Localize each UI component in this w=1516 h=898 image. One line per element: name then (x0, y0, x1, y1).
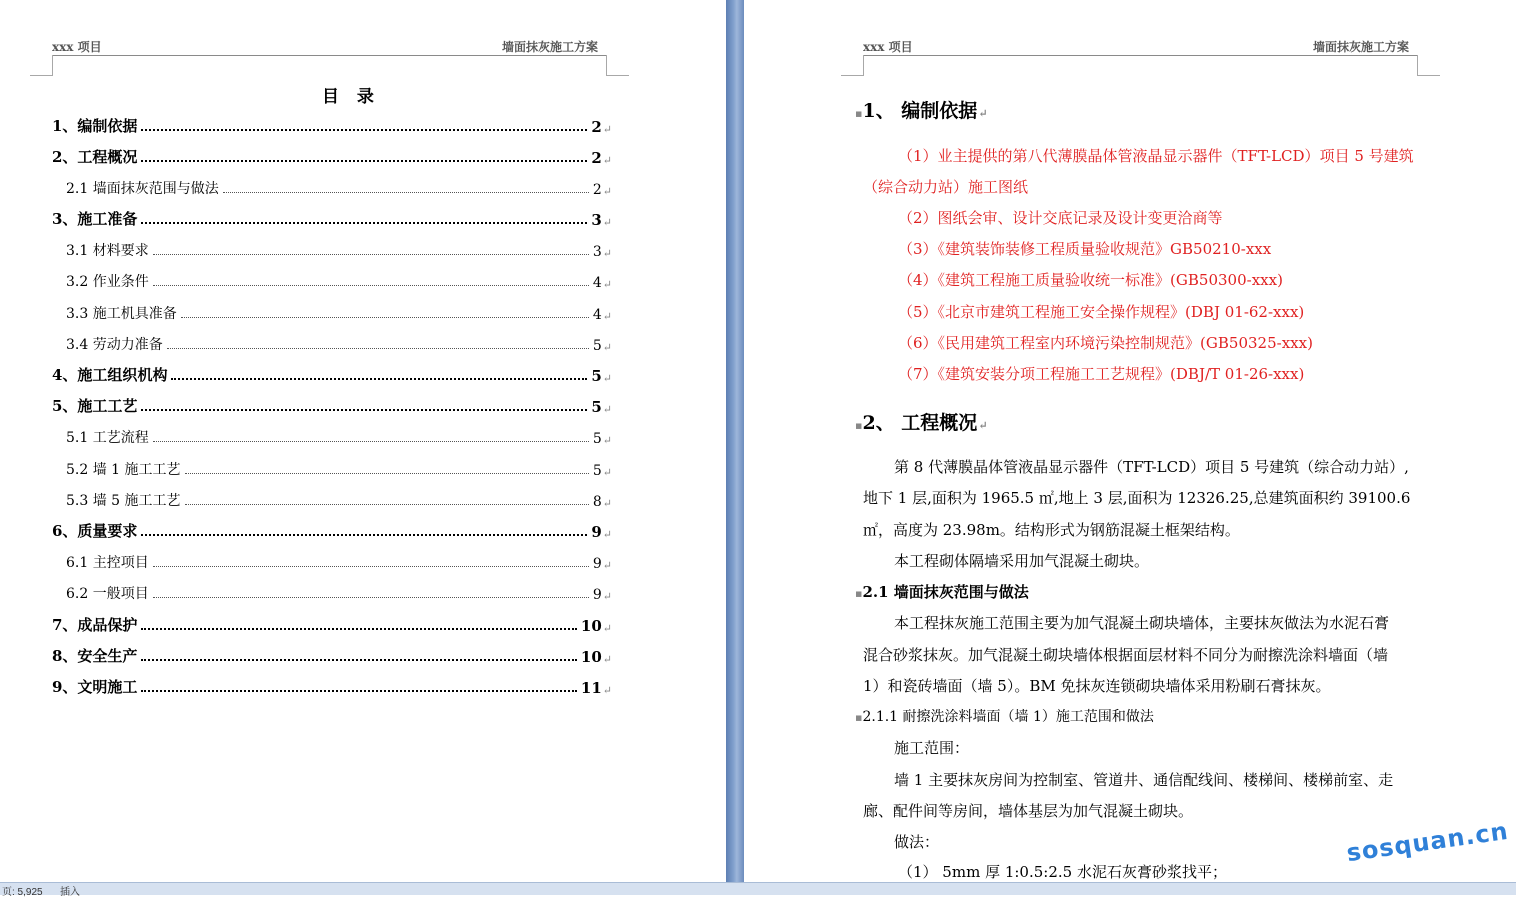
paragraph-mark: ↵ (602, 185, 612, 198)
toc-entry[interactable] (66, 550, 612, 572)
paragraph-mark: ↵ (602, 622, 612, 635)
toc-leader-dots (153, 441, 589, 442)
toc-leader-dots (141, 129, 587, 131)
toc-entry-page: 4 (592, 307, 602, 323)
paragraph-mark: ↵ (602, 559, 612, 572)
wall1-line-1: 墙 1 主要抹灰房间为控制室、管道井、通信配线间、楼梯间、楼梯前室、走 (894, 771, 1394, 789)
toc-entry-title: 2、工程概况 (52, 148, 138, 166)
toc-entry-title: 6.2 一般项目 (66, 586, 149, 602)
scope-label: 施工范围： (894, 739, 970, 757)
paragraph-mark: ↵ (602, 154, 612, 167)
header-right: 墙面抹灰施工方案 (1313, 40, 1410, 54)
status-page-info: 页: 5,925 (2, 887, 43, 898)
toc-entry-page: 10 (580, 648, 602, 666)
status-insert-mode[interactable]: 插入 (60, 887, 80, 898)
margin-corner-tl (841, 55, 864, 76)
toc-entry-title: 3.3 施工机具准备 (66, 306, 177, 322)
toc-entry-title: 2.1 墙面抹灰范围与做法 (66, 181, 219, 197)
section-2-heading: ▪2、 工程概况↵ (855, 412, 988, 434)
toc-leader-dots (141, 534, 587, 536)
toc-entry-title: 8、安全生产 (52, 647, 138, 665)
toc-leader-dots (141, 659, 576, 661)
toc-leader-dots (153, 597, 589, 598)
paragraph-mark: ↵ (602, 403, 612, 416)
toc-entry-title: 3.4 劳动力准备 (66, 337, 163, 353)
toc-leader-dots (171, 378, 587, 380)
paragraph-mark: ↵ (602, 216, 612, 229)
right-page (744, 0, 1516, 882)
status-bar (0, 882, 1516, 898)
toc-leader-dots (167, 348, 589, 349)
toc-entry[interactable] (66, 176, 612, 198)
toc-entry[interactable] (52, 613, 612, 635)
toc-entry-title: 5.2 墙 1 施工工艺 (66, 462, 181, 478)
toc-entry-title: 6.1 主控项目 (66, 555, 149, 571)
toc-entry-page: 5 (591, 398, 602, 416)
paragraph-mark: ↵ (602, 123, 612, 136)
toc-entry[interactable] (66, 269, 612, 291)
paragraph-mark: ↵ (602, 310, 612, 323)
basis-line-4: （4）《建筑工程施工质量验收统一标准》(GB50300-xxx) (898, 271, 1283, 289)
toc-title: 目 录 (322, 87, 380, 107)
toc-leader-dots (223, 192, 589, 193)
paragraph-mark: ↵ (602, 653, 612, 666)
toc-entry[interactable] (52, 519, 612, 541)
overview-line-1: 第 8 代薄膜晶体管液晶显示器件（TFT-LCD）项目 5 号建筑（综合动力站）, (894, 458, 1409, 476)
paragraph-mark: ↵ (602, 590, 612, 603)
basis-line-5: （5）《北京市建筑工程施工安全操作规程》(DBJ 01-62-xxx) (898, 303, 1305, 321)
toc-entry-page: 3 (591, 211, 602, 229)
toc-entry-title: 5.1 工艺流程 (66, 430, 149, 446)
toc-entry[interactable] (52, 363, 612, 385)
basis-line-1: （1）业主提供的第八代薄膜晶体管液晶显示器件（TFT-LCD）项目 5 号建筑 (898, 147, 1414, 165)
toc-entry[interactable] (52, 675, 612, 697)
toc-leader-dots (185, 473, 589, 474)
toc-entry-title: 5.3 墙 5 施工工艺 (66, 493, 181, 509)
toc-entry-title: 9、文明施工 (52, 678, 138, 696)
toc-entry-page: 9 (591, 523, 602, 541)
toc-entry-page: 4 (592, 275, 602, 291)
toc-entry-title: 4、施工组织机构 (52, 366, 168, 384)
margin-corner-tr (1417, 55, 1440, 76)
toc-leader-dots (153, 566, 589, 567)
toc-entry[interactable] (66, 581, 612, 603)
page-gap (726, 0, 744, 882)
toc-entry[interactable] (66, 332, 612, 354)
toc-entry-title: 7、成品保护 (52, 616, 138, 634)
toc-entry-page: 9 (592, 587, 602, 603)
basis-line-2: （2）图纸会审、设计交底记录及设计变更洽商等 (898, 209, 1223, 227)
margin-corner-tl (30, 55, 53, 76)
basis-line-6: （6）《民用建筑工程室内环境污染控制规范》(GB50325-xxx) (898, 334, 1313, 352)
toc-entry-page: 5 (592, 338, 602, 354)
toc-entry-title: 5、施工工艺 (52, 397, 138, 415)
watermark-logo: sosquan.cn (1344, 816, 1511, 868)
toc-leader-dots (141, 160, 587, 162)
section-1-heading: ▪1、 编制依据↵ (855, 100, 988, 122)
paragraph-mark: ↵ (602, 278, 612, 291)
toc-entry[interactable] (66, 488, 612, 510)
toc-entry[interactable] (52, 145, 612, 167)
toc-leader-dots (141, 409, 587, 411)
toc-entry[interactable] (52, 114, 612, 136)
paragraph-mark: ↵ (602, 466, 612, 479)
toc-entry-page: 8 (592, 494, 602, 510)
margin-corner-tr (606, 55, 629, 76)
toc-entry-page: 2 (592, 182, 602, 198)
toc-entry-page: 5 (592, 431, 602, 447)
header-left: xxx 项目 (863, 40, 913, 54)
toc-entry-title: 3.2 作业条件 (66, 274, 149, 290)
section-2-1-heading: ▪2.1 墙面抹灰范围与做法 (855, 583, 1029, 601)
header-rule (863, 55, 1417, 56)
toc-entry-page: 5 (592, 463, 602, 479)
overview-line-4: 本工程砌体隔墙采用加气混凝土砌块。 (894, 552, 1150, 570)
toc-entry-title: 3.1 材料要求 (66, 243, 149, 259)
toc-leader-dots (181, 317, 589, 318)
scope-line-1: 本工程抹灰施工范围主要为加气混凝土砌块墙体，主要抹灰做法为水泥石膏 (894, 614, 1390, 632)
header-left: xxx 项目 (52, 40, 102, 54)
header-right: 墙面抹灰施工方案 (502, 40, 599, 54)
basis-line-7: （7）《建筑安装分项工程施工工艺规程》(DBJ/T 01-26-xxx) (898, 365, 1305, 383)
toc-entry-page: 3 (592, 244, 602, 260)
paragraph-mark: ↵ (602, 497, 612, 510)
paragraph-mark: ↵ (602, 434, 612, 447)
toc-leader-dots (141, 628, 576, 630)
toc-entry-page: 2 (591, 118, 602, 136)
toc-entry-page: 10 (580, 617, 602, 635)
paragraph-mark: ↵ (602, 684, 612, 697)
paragraph-mark: ↵ (602, 247, 612, 260)
toc-entry-page: 11 (580, 679, 602, 697)
method-line-1: （1） 5mm 厚 1:0.5:2.5 水泥石灰膏砂浆找平； (898, 863, 1227, 881)
paragraph-mark: ↵ (602, 372, 612, 385)
toc-entry[interactable] (66, 238, 612, 260)
paragraph-mark: ↵ (602, 341, 612, 354)
overview-line-2: 地下 1 层,面积为 1965.5 ㎡,地上 3 层,面积为 12326.25,总建筑面积约 39100.6 (863, 489, 1411, 507)
toc-entry[interactable] (52, 394, 612, 416)
overview-line-3: ㎡，高度为 23.98m。结构形式为钢筋混凝土框架结构。 (863, 521, 1240, 539)
toc-entry-title: 3、施工准备 (52, 210, 138, 228)
basis-line-3: （3）《建筑装饰装修工程质量验收规范》GB50210-xxx (898, 240, 1272, 258)
left-page (0, 0, 726, 882)
toc-entry[interactable] (66, 425, 612, 447)
toc-leader-dots (153, 254, 589, 255)
method-label: 做法： (894, 833, 940, 851)
scope-line-2: 混合砂浆抹灰。加气混凝土砌块墙体根据面层材料不同分为耐擦洗涂料墙面（墙 (863, 646, 1389, 664)
basis-line-1b: （综合动力站）施工图纸 (863, 178, 1029, 196)
paragraph-mark: ↵ (602, 528, 612, 541)
toc-entry[interactable] (66, 301, 612, 323)
scope-line-3: 1）和瓷砖墙面（墙 5）。BM 免抹灰连锁砌块墙体采用粉刷石膏抹灰。 (863, 677, 1331, 695)
header-rule (52, 55, 606, 56)
toc-entry-title: 1、编制依据 (52, 117, 138, 135)
toc-entry-page: 2 (591, 149, 602, 167)
toc-entry-page: 9 (592, 556, 602, 572)
toc-leader-dots (141, 222, 587, 224)
section-2-1-1-heading: ▪2.1.1 耐擦洗涂料墙面（墙 1）施工范围和做法 (855, 709, 1154, 725)
toc-leader-dots (153, 285, 589, 286)
toc-entry[interactable] (52, 644, 612, 666)
toc-leader-dots (141, 690, 576, 692)
toc-entry-page: 5 (591, 367, 602, 385)
toc-entry[interactable] (66, 457, 612, 479)
toc-leader-dots (185, 504, 589, 505)
toc-entry[interactable] (52, 207, 612, 229)
toc-entry-title: 6、质量要求 (52, 522, 138, 540)
wall1-line-2: 廊、配件间等房间，墙体基层为加气混凝土砌块。 (863, 802, 1194, 820)
